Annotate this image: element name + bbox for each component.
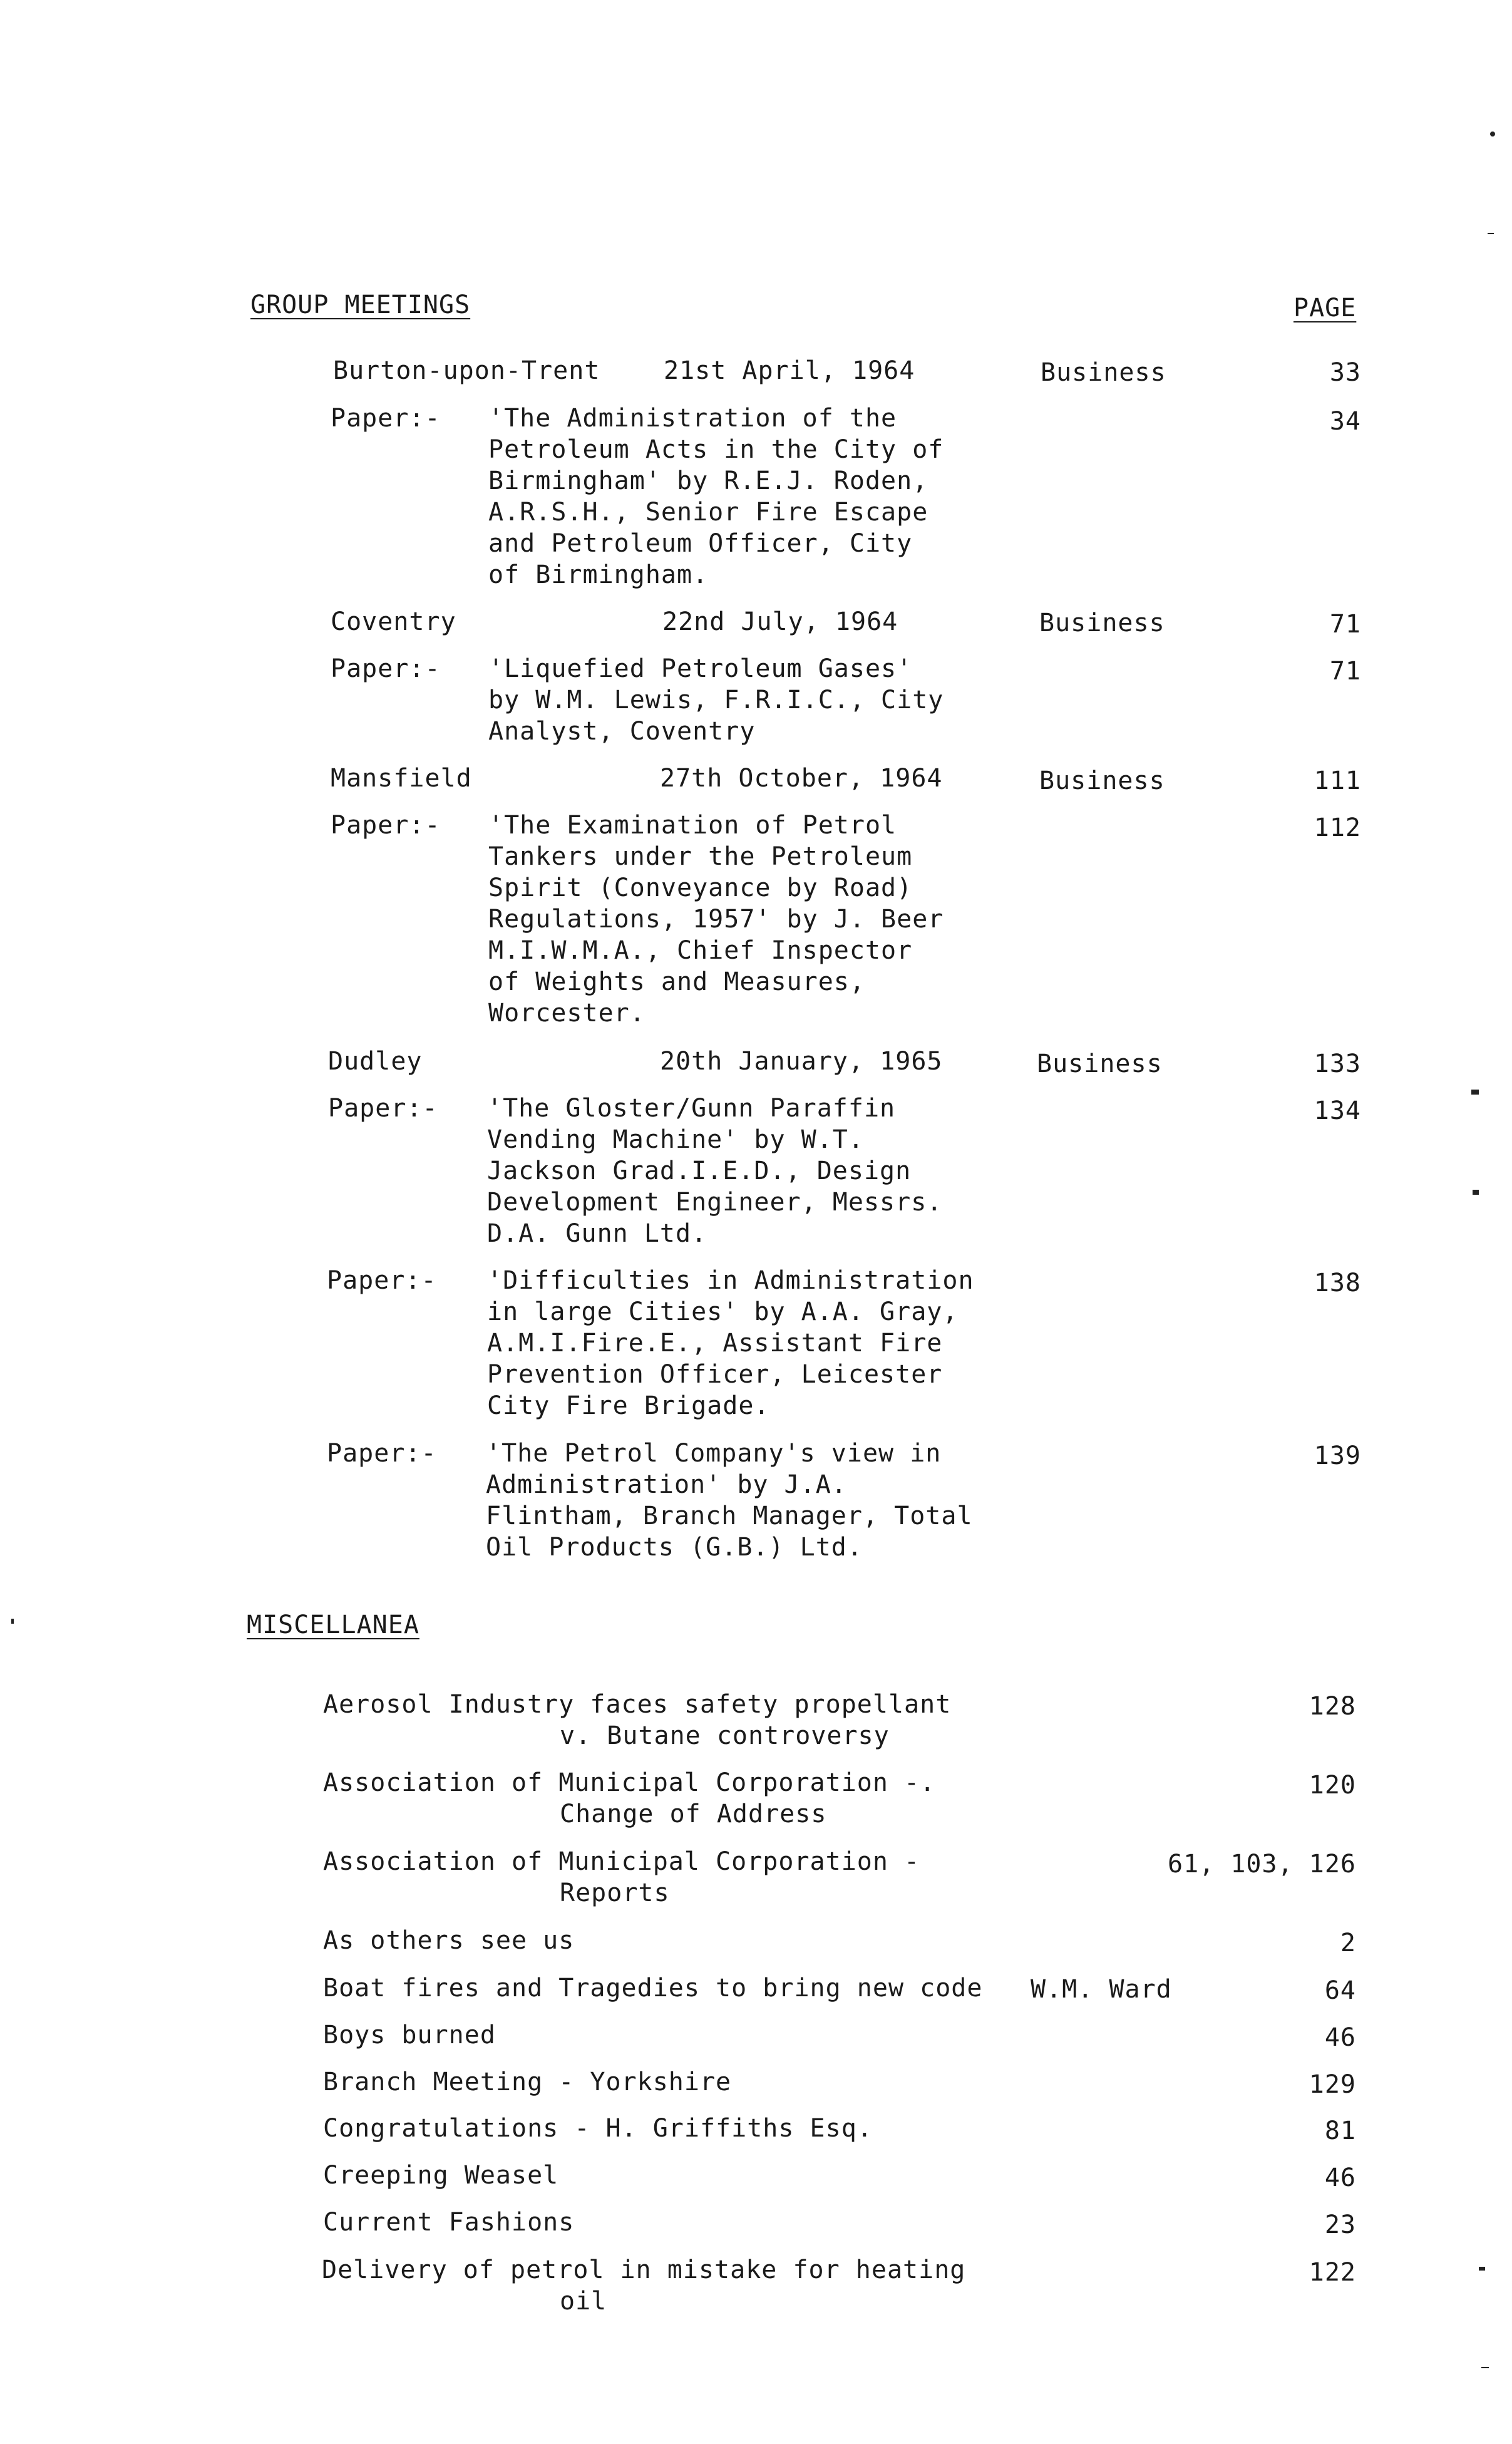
paper-page: 112 xyxy=(1314,813,1361,842)
misc-item-continuation: Change of Address xyxy=(560,1800,827,1828)
misc-item-text: Boat fires and Tragedies to bring new code xyxy=(323,1974,983,2003)
misc-item-continuation: oil xyxy=(560,2287,607,2316)
paper-line: Flintham, Branch Manager, Total xyxy=(486,1502,973,1530)
paper-page: 134 xyxy=(1314,1096,1361,1125)
misc-item-text: Branch Meeting - Yorkshire xyxy=(323,2068,732,2096)
meeting-date: 20th January, 1965 xyxy=(660,1047,943,1076)
scan-speck xyxy=(1473,1190,1479,1195)
scan-speck xyxy=(1488,233,1494,234)
misc-item-text: Association of Municipal Corporation - xyxy=(323,1847,920,1876)
paper-line: by W.M. Lewis, F.R.I.C., City xyxy=(488,686,944,714)
scan-speck xyxy=(11,1619,14,1624)
section-title-group-meetings: GROUP MEETINGS xyxy=(250,291,471,319)
meeting-date: 22nd July, 1964 xyxy=(662,607,898,636)
misc-item-text: Current Fashions xyxy=(323,2208,575,2237)
misc-item-continuation: Reports xyxy=(560,1879,670,1907)
paper-label: Paper:- xyxy=(328,1094,438,1123)
misc-item-page: 129 xyxy=(1309,2070,1356,2099)
meeting-date: 21st April, 1964 xyxy=(664,356,915,385)
paper-line: Jackson Grad.I.E.D., Design xyxy=(487,1157,912,1185)
misc-item-text: Creeping Weasel xyxy=(323,2161,559,2190)
page-column-label: PAGE xyxy=(1293,294,1357,322)
paper-line: 'Liquefied Petroleum Gases' xyxy=(488,654,913,683)
misc-item-text: Aerosol Industry faces safety propellant xyxy=(323,1690,952,1719)
paper-line: Regulations, 1957' by J. Beer xyxy=(488,905,944,934)
paper-line: Vending Machine' by W.T. xyxy=(487,1125,864,1154)
meeting-place: Mansfield xyxy=(331,764,472,793)
paper-label: Paper:- xyxy=(327,1439,437,1468)
paper-line: City Fire Brigade. xyxy=(487,1391,770,1420)
paper-line: of Birmingham. xyxy=(488,560,709,589)
misc-item-page: 61, 103, 126 xyxy=(1168,1850,1356,1879)
meeting-place: Coventry xyxy=(331,607,456,636)
meeting-type: Business xyxy=(1039,766,1165,795)
misc-item-text: Congratulations - H. Griffiths Esq. xyxy=(323,2114,873,2143)
paper-line: D.A. Gunn Ltd. xyxy=(487,1219,707,1248)
paper-line: and Petroleum Officer, City xyxy=(488,529,913,558)
paper-line: M.I.W.M.A., Chief Inspector xyxy=(488,936,913,965)
misc-item-text: Boys burned xyxy=(323,2021,496,2050)
paper-line: of Weights and Measures, xyxy=(488,967,865,996)
misc-item-page: 46 xyxy=(1324,2023,1356,2052)
paper-line: 'Difficulties in Administration xyxy=(487,1266,974,1295)
paper-line: A.M.I.Fire.E., Assistant Fire xyxy=(487,1329,943,1358)
paper-line: Development Engineer, Messrs. xyxy=(487,1188,943,1217)
misc-item-text: Delivery of petrol in mistake for heating xyxy=(322,2256,966,2284)
meeting-type: Business xyxy=(1039,609,1165,637)
meeting-place: Burton-upon-Trent xyxy=(333,356,600,385)
paper-label: Paper:- xyxy=(331,404,441,433)
meeting-date: 27th October, 1964 xyxy=(660,764,943,793)
misc-item-page: 23 xyxy=(1324,2210,1356,2239)
misc-item-page: 128 xyxy=(1309,1692,1356,1721)
paper-line: Administration' by J.A. xyxy=(486,1470,847,1499)
paper-line: Prevention Officer, Leicester xyxy=(487,1360,943,1389)
paper-label: Paper:- xyxy=(331,811,441,840)
meeting-page: 33 xyxy=(1329,358,1361,387)
paper-line: 'The Administration of the xyxy=(488,404,897,433)
paper-label: Paper:- xyxy=(331,654,441,683)
paper-line: in large Cities' by A.A. Gray, xyxy=(487,1297,959,1326)
misc-item-page: 81 xyxy=(1324,2117,1356,2145)
scan-speck xyxy=(1490,131,1495,137)
misc-item-text: As others see us xyxy=(323,1926,575,1955)
paper-line: 'The Petrol Company's view in xyxy=(486,1439,942,1468)
meeting-page: 133 xyxy=(1314,1049,1361,1078)
misc-item-text: Association of Municipal Corporation -. xyxy=(323,1768,936,1797)
paper-page: 139 xyxy=(1314,1441,1361,1470)
paper-line: 'The Gloster/Gunn Paraffin xyxy=(487,1094,896,1123)
paper-line: Birmingham' by R.E.J. Roden, xyxy=(488,467,928,495)
meeting-type: Business xyxy=(1037,1049,1163,1078)
paper-line: Petroleum Acts in the City of xyxy=(488,435,944,464)
misc-item-page: 122 xyxy=(1309,2258,1356,2287)
paper-line: Worcester. xyxy=(488,999,645,1028)
misc-item-page: 120 xyxy=(1309,1771,1356,1800)
scan-speck xyxy=(1471,1090,1479,1095)
misc-item-continuation: v. Butane controversy xyxy=(560,1721,890,1750)
paper-line: Spirit (Conveyance by Road) xyxy=(488,874,913,902)
paper-page: 71 xyxy=(1329,657,1361,686)
paper-line: Tankers under the Petroleum xyxy=(488,842,913,871)
misc-item-author: W.M. Ward xyxy=(1031,1975,1172,2004)
meeting-page: 111 xyxy=(1314,766,1361,795)
paper-line: A.R.S.H., Senior Fire Escape xyxy=(488,498,928,527)
scan-speck xyxy=(1481,2367,1489,2368)
paper-page: 34 xyxy=(1329,407,1361,436)
paper-line: 'The Examination of Petrol xyxy=(488,811,897,840)
paper-label: Paper:- xyxy=(327,1266,437,1295)
paper-page: 138 xyxy=(1314,1269,1361,1297)
section-title-miscellanea: MISCELLANEA xyxy=(247,1611,419,1639)
scan-speck xyxy=(1479,2267,1485,2271)
misc-item-page: 2 xyxy=(1340,1929,1356,1957)
meeting-type: Business xyxy=(1041,358,1166,387)
misc-item-page: 46 xyxy=(1324,2163,1356,2192)
paper-line: Oil Products (G.B.) Ltd. xyxy=(486,1533,863,1562)
meeting-page: 71 xyxy=(1329,610,1361,639)
meeting-place: Dudley xyxy=(328,1047,423,1076)
misc-item-page: 64 xyxy=(1324,1976,1356,2005)
paper-line: Analyst, Coventry xyxy=(488,717,756,746)
